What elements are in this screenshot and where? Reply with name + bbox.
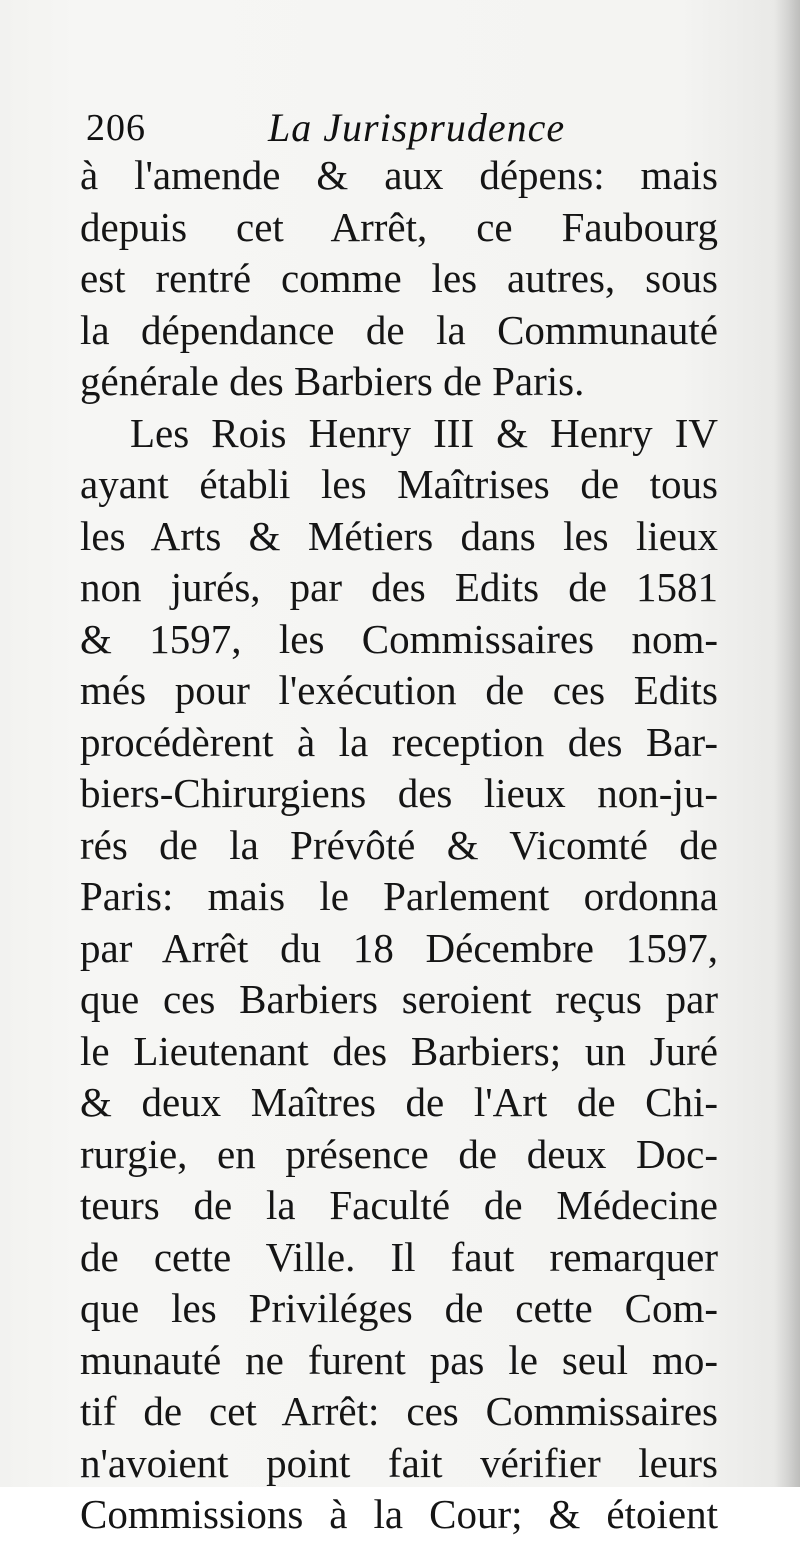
text-line: non jurés, par des Edits de 1581: [80, 564, 718, 610]
running-title: La Jurisprudence: [268, 105, 566, 150]
text-line: Commissions à la Cour; & étoient: [80, 1491, 718, 1537]
text-line: est rentré comme les autres, sous: [80, 255, 718, 301]
text-line: rurgie, en présence de deux Doc-: [80, 1130, 718, 1177]
text-line: de cette Ville. Il faut remarquer: [80, 1233, 718, 1280]
page-header: [80, 104, 720, 154]
text-line: que ces Barbiers seroient reçus par: [80, 976, 718, 1022]
text-line: depuis cet Arrêt, ce Faubourg: [80, 203, 718, 250]
text-line: procédèrent à la reception des Bar-: [80, 718, 718, 765]
text-line: à l'amende & aux dépens: mais: [80, 152, 718, 198]
text-line: ayant établi les Maîtrises de tous: [80, 461, 718, 507]
text-line: n'avoient point fait vérifier leurs: [80, 1439, 718, 1486]
text-line: par Arrêt du 18 Décembre 1597,: [80, 924, 718, 971]
text-line: tif de cet Arrêt: ces Commissaires: [80, 1388, 718, 1434]
text-line: més pour l'exécution de ces Edits: [80, 667, 718, 713]
text-line: teurs de la Faculté de Médecine: [80, 1182, 718, 1228]
text-line: & deux Maîtres de l'Art de Chi-: [80, 1079, 718, 1125]
text-line: & 1597, les Commissaires nom-: [80, 615, 718, 662]
text-line: rés de la Prévôté & Vicomté de: [80, 821, 718, 868]
text-line: les Arts & Métiers dans les lieux: [80, 512, 718, 559]
page-gutter-shadow: [774, 0, 800, 1487]
page-number: 206: [86, 107, 146, 149]
text-line: générale des Barbiers de Paris.: [80, 358, 585, 404]
text-line: la dépendance de la Communauté: [80, 306, 718, 353]
text-line: Paris: mais le Parlement ordonna: [80, 873, 718, 919]
text-line: munauté ne furent pas le seul mo-: [80, 1336, 718, 1383]
text-line: le Lieutenant des Barbiers; un Juré: [80, 1027, 718, 1074]
paragraph-start-line: Les Rois Henry III & Henry IV: [130, 409, 718, 456]
text-line: que les Priviléges de cette Com-: [80, 1285, 718, 1331]
text-line: biers-Chirurgiens des lieux non-ju-: [80, 770, 718, 816]
body-text: [80, 150, 718, 1541]
